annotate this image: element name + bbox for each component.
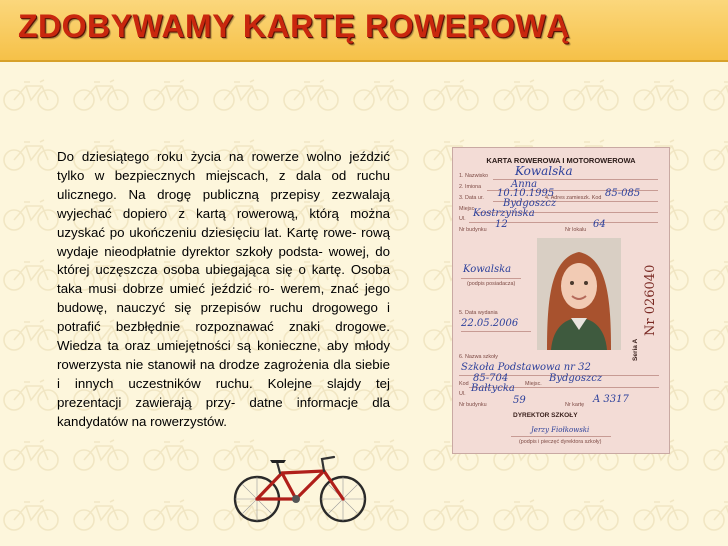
card-label-surname: 1. Nazwisko <box>459 173 489 179</box>
card-value-birth-date: 10.10.1995 <box>497 188 555 199</box>
card-label-director-sign: (podpis i pieczęć dyrektora szkoły) <box>519 439 602 445</box>
card-value-surname: Kowalska <box>515 164 573 178</box>
child-photo <box>537 238 621 350</box>
body-line: ulicznego. Na drogę publiczną przepisy zezwalają <box>57 186 390 202</box>
card-value-house-no: 12 <box>495 219 508 230</box>
card-value-street: Kostrzyńska <box>473 208 535 219</box>
card-value-school-city: Bydgoszcz <box>549 373 603 384</box>
card-value-school: Szkoła Podstawowa nr 32 <box>461 362 591 373</box>
body-text <box>57 148 390 432</box>
card-label-school-city: Miejsc. <box>525 381 542 387</box>
card-director-title: DYREKTOR SZKOŁY <box>513 412 578 419</box>
body-line: ruchu. Kolejne slajdy tej prezentacji zawierają przy- <box>57 375 390 410</box>
card-label-flat-no: Nr lokalu <box>565 227 587 233</box>
card-label-address: 4. Adres zamieszk. Kod <box>545 195 602 201</box>
body-line: drodze zagrożenia dla siebie i innych uczestników <box>57 356 390 391</box>
card-value-issue-date: 22.05.2006 <box>461 318 519 329</box>
body-line: uzyskać po ukończeniu dziesięciu lat. Kartę rowe- <box>57 224 357 240</box>
body-line: datne informacje dla kandydatów na rowerzystów. <box>57 394 390 429</box>
card-label-signature: (podpis posiadacza) <box>467 281 516 287</box>
body-line: o kartę. Osoba taka musi dobrze umieć jeździć ro- <box>57 262 390 297</box>
card-header: KARTA ROWEROWA I MOTOROWEROWA <box>486 156 636 165</box>
bicycle-illustration <box>230 449 370 527</box>
card-label-school-street: Ul. <box>459 391 466 397</box>
card-label-city: Miejsc. <box>459 206 476 212</box>
card-value-card-no: A 3317 <box>593 394 629 405</box>
bike-card-image <box>452 147 670 454</box>
card-label-card-no: Nr kartę <box>565 402 585 408</box>
page-title: ZDOBYWAMY KARTĘ ROWEROWĄ <box>18 8 570 44</box>
body-line: ruchu drogowego i potrafić bezbłędnie rozpoznawać <box>57 300 391 335</box>
card-label-birth-date: 3. Data ur. <box>459 195 484 201</box>
card-value-director-name: Jerzy Fiołkowski <box>531 426 590 434</box>
card-series: Seria A <box>632 338 639 361</box>
card-value-flat-no: 64 <box>593 219 606 230</box>
card-label-school: 6. Nazwa szkoły <box>459 354 498 360</box>
card-value-postal-code: 85-085 <box>605 188 641 199</box>
body-line: wyjechać dopiero z kartą rowerową, którą można <box>57 205 390 221</box>
card-label-issue-date: 5. Data wydania <box>459 310 498 316</box>
card-value-city: Bydgoszcz <box>503 198 557 209</box>
card-value-school-street: Bałtycka <box>471 383 515 394</box>
card-label-school-code: Kod <box>459 381 469 387</box>
card-label-school-house: Nr budynku <box>459 402 487 408</box>
header-bar <box>0 0 728 62</box>
body-line: wowej, do której uczęszcza osoba ubiegająca się <box>57 243 390 278</box>
body-line: rową wydaje nieodpłatnie dyrektor szkoły podsta- <box>57 224 390 259</box>
card-label-name: 2. Imiona <box>459 184 482 190</box>
card-value-name: Anna <box>511 179 538 190</box>
body-line: tylko w bezpiecznych miejscach, z dala od ruchu <box>57 167 390 183</box>
card-value-signature: Kowalska <box>463 264 512 275</box>
body-line: konieczne, aby młody rowerzysta nie stanowił na <box>57 338 390 372</box>
body-line: znaki drogowe. Wiedza ta oraz umiejętności są <box>57 319 390 354</box>
card-value-school-house: 59 <box>513 395 526 406</box>
card-label-house-no: Nr budynku <box>459 227 487 233</box>
card-serial-number: Nr 026040 <box>643 264 658 336</box>
body-line: werem, znać jego budowę, nauczyć się przepisów <box>57 281 390 316</box>
card-value-school-code: 85-704 <box>473 373 509 384</box>
body-line: Do dziesiątego roku życia na rowerze wolno jeździć <box>57 149 390 164</box>
card-label-street: Ul. <box>459 216 466 222</box>
